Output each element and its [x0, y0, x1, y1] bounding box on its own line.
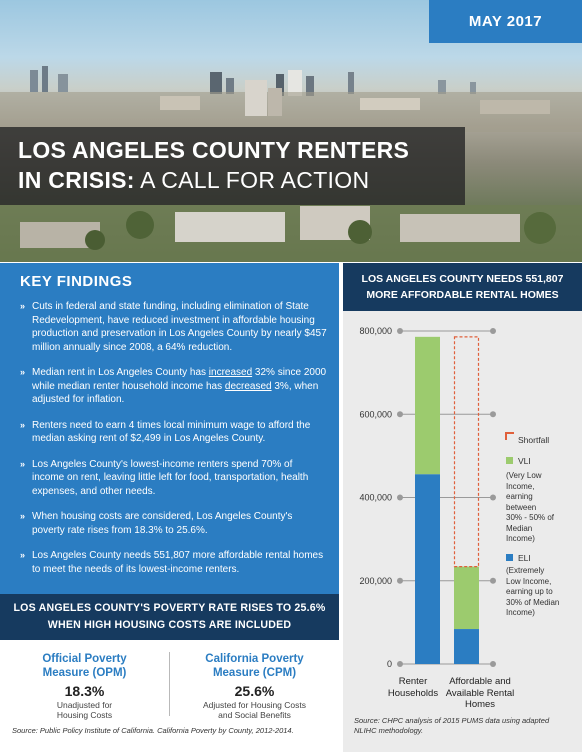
legend-shortfall-swatch	[506, 433, 514, 440]
finding-text: 32% since 2000 while median renter household income has	[32, 367, 327, 392]
finding-item	[20, 549, 327, 576]
poverty-source: Source: Public Policy Institute of California. California Poverty by County, 2012-2014.	[12, 726, 294, 735]
cpm-value: 25.6%	[234, 683, 275, 699]
legend-desc-line: Income)	[506, 608, 535, 617]
bullet-icon: »	[20, 301, 26, 311]
opm-name-line1: Official Poverty	[42, 653, 127, 665]
bullet-icon: »	[20, 550, 26, 560]
hero-banner	[0, 0, 582, 262]
report-date: MAY 2017	[429, 0, 582, 43]
key-findings-panel	[0, 263, 339, 594]
gridline-dot	[397, 495, 403, 501]
y-tick-label: 0	[386, 659, 392, 669]
cpm-stat	[170, 652, 339, 720]
bullet-icon: »	[20, 458, 26, 469]
finding-text: Cuts in federal and state funding, including elimination of State Redevelopment, have reduced investment in affordable housing production and preservation in Los Angeles County by nearly $457 million annually since 2008, a 64% reduction.	[32, 301, 327, 353]
gridline-dot	[397, 661, 403, 667]
y-tick-label: 600,000	[359, 409, 392, 420]
bar-eli	[454, 629, 479, 664]
chart-source	[354, 716, 578, 735]
legend-desc-line: earning up to	[506, 587, 553, 596]
finding-item	[20, 510, 327, 537]
legend-desc-line: Income,	[506, 481, 535, 491]
y-tick-label: 200,000	[359, 575, 392, 586]
gridline-dot	[397, 411, 403, 417]
legend-vli-swatch	[506, 457, 513, 464]
gridline-dot	[490, 495, 496, 501]
finding-item	[20, 419, 327, 446]
title-block	[0, 127, 465, 205]
legend-desc-line: Income)	[506, 534, 535, 543]
legend-desc-line: between	[506, 502, 537, 512]
finding-emphasis: increased	[208, 367, 253, 378]
finding-text: Renters need to earn 4 times local minimum wage to afford the median asking rent of $2,499 in Los Angeles County.	[32, 419, 311, 444]
opm-note-line2: Housing Costs	[56, 710, 113, 720]
key-findings-heading: KEY FINDINGS	[20, 273, 133, 290]
finding-text: Los Angeles County's lowest-income renters spend 70% of income on rent, leaving little left for food, transportation, health expenses, and other needs.	[32, 458, 309, 497]
poverty-stats	[0, 640, 339, 724]
finding-emphasis: decreased	[224, 380, 272, 392]
chart-source-line1: Source: CHPC analysis of 2015 PUMS data using adapted	[354, 716, 550, 725]
bullet-icon: »	[20, 511, 26, 521]
subtitle-light: A CALL FOR ACTION	[140, 167, 370, 193]
x-category-line: Renter	[398, 676, 428, 687]
gridline-dot	[490, 411, 496, 417]
bar-eli	[415, 474, 440, 664]
legend-vli: VLI	[518, 456, 531, 466]
finding-text: Los Angeles County needs 551,807 more affordable rental homes to meet the needs of its lowest-income renters.	[32, 550, 324, 575]
cpm-name-line1: California Poverty	[205, 653, 304, 665]
cpm-note-line2: and Social Benefits	[218, 710, 291, 720]
finding-item	[20, 300, 327, 354]
page-subtitle	[18, 165, 465, 195]
legend-desc-line: 30% of Median	[506, 597, 560, 607]
chart-heading-line2: MORE AFFORDABLE RENTAL HOMES	[366, 289, 559, 301]
finding-text: When housing costs are considered, Los Angeles County's poverty rate rises from 18.3% to 25.6%.	[32, 511, 293, 536]
x-category-label	[377, 676, 449, 699]
page-title: LOS ANGELES COUNTY RENTERS	[18, 137, 410, 163]
key-findings-list	[20, 300, 327, 576]
x-category-line: Households	[387, 687, 439, 699]
legend-desc-line: 30% - 50% of	[506, 513, 555, 522]
gridline-dot	[397, 578, 403, 584]
gridline-dot	[490, 578, 496, 584]
bullet-icon: »	[20, 367, 26, 377]
chart-heading-line1: LOS ANGELES COUNTY NEEDS 551,807	[361, 273, 564, 285]
legend-eli: ELI	[518, 553, 531, 563]
legend-eli-desc	[506, 566, 578, 619]
cpm-name-line2: Measure (CPM)	[212, 667, 297, 679]
poverty-banner-line2: WHEN HIGH HOUSING COSTS ARE INCLUDED	[47, 619, 292, 631]
y-tick-label: 800,000	[359, 326, 392, 336]
opm-name-line2: Measure (OPM)	[42, 667, 127, 679]
gridline-dot	[397, 328, 403, 334]
legend-shortfall: Shortfall	[518, 435, 550, 445]
finding-text: 3%, when adjusted for inflation.	[32, 380, 319, 405]
bullet-icon: »	[20, 419, 26, 430]
x-category-line: Homes	[464, 699, 496, 710]
poverty-banner-line1: LOS ANGELES COUNTY'S POVERTY RATE RISES TO 25.6%	[13, 602, 326, 614]
opm-stat	[0, 652, 169, 720]
bar-vli	[454, 567, 479, 629]
poverty-banner	[0, 594, 339, 640]
x-category-line: Affordable and	[449, 676, 511, 687]
chart-source-line2: NLIHC methodology.	[354, 725, 424, 735]
gridline-dot	[490, 661, 496, 667]
legend-desc-line: earning	[506, 492, 533, 501]
legend-desc-line: (Very Low	[506, 471, 542, 480]
finding-text: Median rent in Los Angeles County has	[32, 367, 209, 378]
chart-heading	[343, 263, 582, 311]
gridline-dot	[490, 328, 496, 334]
legend-eli-swatch	[506, 554, 513, 561]
bar-vli	[415, 337, 440, 474]
finding-item	[20, 458, 327, 499]
cpm-note-line1: Adjusted for Housing Costs	[203, 700, 306, 710]
legend-vli-desc	[506, 471, 578, 545]
legend-desc-line: Low Income,	[506, 576, 552, 586]
x-category-label	[440, 676, 520, 711]
legend-desc-line: Median	[506, 523, 533, 533]
finding-item	[20, 366, 327, 407]
legend-desc-line: (Extremely	[506, 566, 545, 575]
opm-note-line1: Unadjusted for	[56, 700, 113, 710]
y-tick-label: 400,000	[359, 492, 392, 503]
subtitle-strong: IN CRISIS:	[18, 167, 135, 193]
x-category-line: Available Rental	[445, 687, 515, 699]
bar-shortfall	[455, 337, 479, 567]
opm-value: 18.3%	[64, 683, 105, 699]
